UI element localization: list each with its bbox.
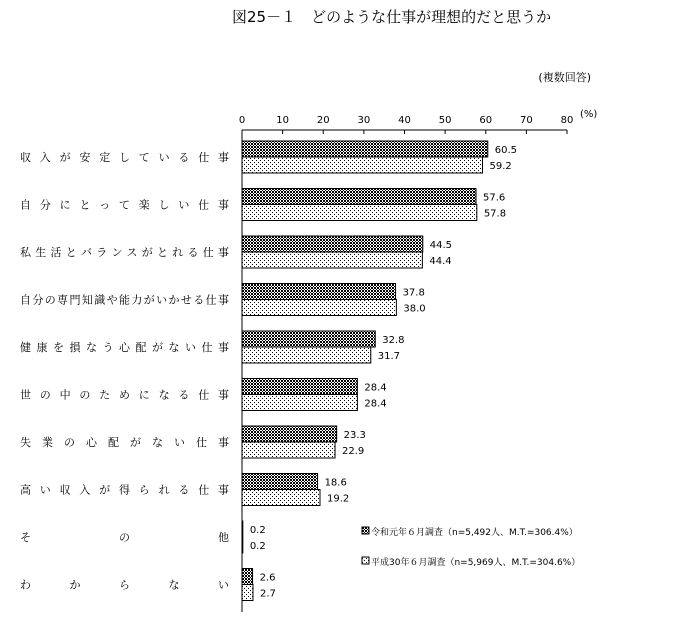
x-tick-label: 20 <box>316 115 330 126</box>
data-label: 38.0 <box>403 303 426 315</box>
bar <box>242 426 337 442</box>
legend-label: 令和元年６月調査（n=5,492人、M.T.=306.4%） <box>371 528 578 538</box>
data-label: 28.4 <box>364 398 387 410</box>
data-label: 31.7 <box>377 351 401 362</box>
legend-swatch <box>362 527 369 534</box>
chart-note: (複数回答) <box>538 71 591 84</box>
data-label: 0.2 <box>249 541 266 552</box>
x-tick-label: 60 <box>479 115 493 126</box>
bar <box>242 569 253 585</box>
unit-label: (%) <box>580 109 598 120</box>
category-label: 高い収入が得られる仕事 <box>20 483 229 497</box>
data-label: 59.2 <box>489 161 512 172</box>
data-label: 44.4 <box>429 256 452 267</box>
bar <box>242 205 477 221</box>
category-labels <box>20 150 229 592</box>
bar <box>242 331 375 347</box>
bar <box>242 521 243 537</box>
legend-label: 平成30年６月調査（n=5,969人、M.T.=304.6%） <box>371 558 581 568</box>
bar <box>242 490 320 506</box>
bar <box>242 157 483 173</box>
bar <box>242 300 396 316</box>
data-label: 57.6 <box>483 192 506 204</box>
data-label: 18.6 <box>324 477 347 489</box>
bar <box>242 284 396 300</box>
bar <box>242 442 335 458</box>
x-tick-label: 70 <box>520 115 533 126</box>
category-label: 自分の専門知識や能力がいかせる仕事 <box>20 293 229 307</box>
data-label: 37.8 <box>402 287 425 299</box>
category-label: 収入が安定している仕事 <box>20 151 229 164</box>
category-label: 自分にとって楽しい仕事 <box>20 198 229 212</box>
category-label: 失業の心配がない仕事 <box>20 436 229 449</box>
bar <box>242 347 371 363</box>
data-label: 60.5 <box>494 145 518 156</box>
data-label: 2.7 <box>259 588 276 600</box>
x-tick-label: 80 <box>560 115 574 126</box>
data-label: 19.2 <box>327 493 350 505</box>
x-tick-label: 50 <box>438 115 452 126</box>
data-label: 22.9 <box>342 446 365 457</box>
bar <box>242 474 318 490</box>
category-label: 私生活とバランスがとれる仕事 <box>20 246 229 259</box>
category-label: わからない <box>20 578 229 592</box>
bar <box>242 585 253 601</box>
bar <box>242 236 423 252</box>
bar <box>242 395 357 411</box>
data-label: 2.6 <box>259 572 276 584</box>
category-label: 健康を損なう心配がない仕事 <box>20 341 229 354</box>
x-tick-label: 0 <box>238 115 246 126</box>
data-label: 57.8 <box>483 208 507 220</box>
bar <box>242 379 357 395</box>
data-label: 32.8 <box>382 335 405 346</box>
x-tick-label: 10 <box>276 115 289 126</box>
legend-swatch <box>362 557 369 564</box>
bar <box>242 537 243 553</box>
chart-title: 図25－１ どのような仕事が理想的だと思うか <box>232 8 552 26</box>
x-tick-label: 30 <box>357 115 371 126</box>
data-label: 44.5 <box>429 240 453 251</box>
legend <box>362 526 580 568</box>
bar <box>242 252 422 268</box>
category-label: その他 <box>20 531 229 544</box>
data-label: 28.4 <box>364 382 387 394</box>
data-label: 0.2 <box>249 525 266 536</box>
data-label: 23.3 <box>343 430 366 441</box>
category-label: 世の中のためになる仕事 <box>20 388 229 402</box>
bar <box>242 189 476 205</box>
x-tick-label: 40 <box>398 115 411 126</box>
bar <box>242 141 488 157</box>
